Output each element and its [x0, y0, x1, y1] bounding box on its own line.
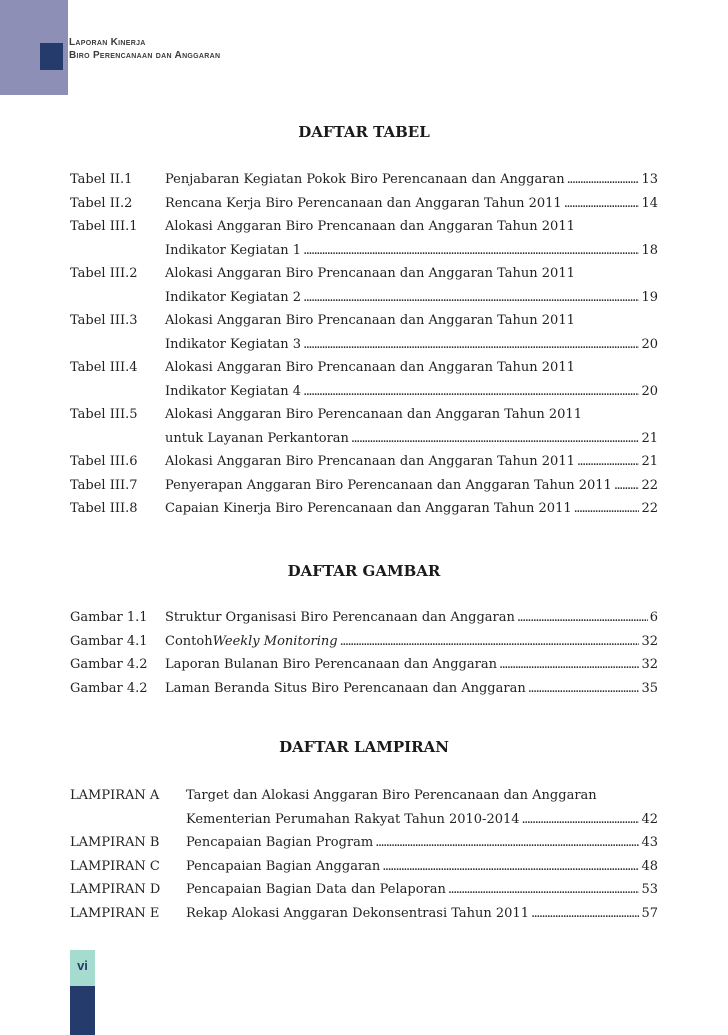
entry-page-number: 21 [641, 454, 658, 469]
entry-title: Target dan Alokasi Anggaran Biro Perencanaan dan Anggaran [186, 788, 597, 803]
header-line-2: Biro Perencanaan dan Anggaran [69, 50, 221, 61]
toc-entry[interactable] [70, 833, 658, 853]
entry-code: LAMPIRAN D [70, 882, 161, 897]
entry-title: Alokasi Anggaran Biro Prencanaan dan Anggaran Tahun 2011 [165, 454, 575, 469]
entry-title-line-2: Indikator Kegiatan 1 [165, 242, 302, 258]
entry-title: Contoh [165, 633, 213, 649]
entry-page-number: 20 [641, 336, 658, 352]
entry-title-line-2: Indikator Kegiatan 2 [165, 289, 302, 305]
entry-title: Capaian Kinerja Biro Perencanaan dan Anggaran Tahun 2011 [165, 501, 572, 516]
toc-entry-continuation[interactable] [70, 810, 658, 830]
toc-entry-continuation[interactable] [70, 429, 658, 449]
entry-code: Gambar 4.1 [70, 633, 148, 649]
entry-code: Tabel III.4 [70, 360, 138, 375]
entry-code: Gambar 4.2 [70, 657, 148, 672]
dot-leader [448, 880, 640, 900]
entry-page-number: 42 [641, 811, 658, 827]
entry-code: Tabel II.2 [70, 195, 133, 211]
entry-code: LAMPIRAN E [70, 905, 160, 921]
toc-entry[interactable] [70, 880, 658, 900]
entry-page-number: 48 [641, 858, 658, 874]
toc-entry[interactable] [70, 608, 658, 628]
entry-code: Tabel III.1 [70, 219, 138, 234]
toc-entry[interactable] [70, 904, 658, 924]
entry-title: Alokasi Anggaran Biro Perencanaan dan Anggaran Tahun 2011 [165, 407, 582, 422]
entry-title: Laman Beranda Situs Biro Perencanaan dan Anggaran [165, 680, 526, 696]
daftar-tabel-title: DAFTAR TABEL [298, 123, 430, 141]
entry-title: Penyerapan Anggaran Biro Perencanaan dan Anggaran Tahun 2011 [165, 477, 612, 493]
entry-page-number: 35 [641, 680, 658, 696]
entry-title: Rencana Kerja Biro Perencanaan dan Anggaran Tahun 2011 [165, 195, 562, 211]
entry-title: Alokasi Anggaran Biro Prencanaan dan Anggaran Tahun 2011 [165, 360, 575, 375]
toc-entry[interactable] [70, 194, 658, 214]
toc-entry[interactable] [70, 499, 658, 519]
dot-leader [614, 476, 640, 496]
entry-code: LAMPIRAN A [70, 788, 160, 803]
toc-entry[interactable] [70, 655, 658, 675]
entry-code: Gambar 1.1 [70, 610, 148, 625]
dot-leader [303, 288, 639, 308]
dot-leader [499, 655, 639, 675]
entry-code: Tabel III.2 [70, 266, 138, 281]
dot-leader [577, 452, 640, 472]
entry-code: Tabel III.6 [70, 454, 138, 469]
dot-leader [375, 833, 639, 853]
toc-entry[interactable] [70, 217, 658, 237]
entry-code: LAMPIRAN C [70, 858, 160, 874]
toc-entry[interactable] [70, 476, 658, 496]
entry-page-number: 21 [641, 430, 658, 446]
entry-title: Penjabaran Kegiatan Pokok Biro Perencanaan dan Anggaran [165, 172, 565, 187]
dot-leader [382, 857, 639, 877]
header-line-1: Laporan Kinerja [69, 37, 146, 48]
toc-entry[interactable] [70, 311, 658, 331]
toc-entry[interactable] [70, 452, 658, 472]
dot-leader [351, 429, 640, 449]
toc-entry[interactable] [70, 358, 658, 378]
toc-entry[interactable] [70, 632, 658, 652]
entry-code: Tabel II.1 [70, 172, 133, 187]
entry-page-number: 32 [641, 657, 658, 672]
toc-entry[interactable] [70, 170, 658, 190]
toc-entry-continuation[interactable] [70, 241, 658, 261]
entry-page-number: 19 [641, 289, 658, 305]
toc-entry[interactable] [70, 857, 658, 877]
entry-page-number: 13 [641, 172, 658, 187]
entry-page-number: 22 [641, 477, 658, 493]
dot-leader [522, 810, 640, 830]
entry-title-italic: Weekly Monitoring [212, 633, 338, 649]
page-number: vi [77, 958, 88, 973]
entry-title: Pencapaian Bagian Data dan Pelaporan [186, 882, 446, 897]
entry-page-number: 6 [649, 610, 658, 625]
entry-title: Pencapaian Bagian Program [186, 835, 374, 850]
toc-entry-continuation[interactable] [70, 382, 658, 402]
toc-entry-continuation[interactable] [70, 288, 658, 308]
dot-leader [531, 904, 639, 924]
entry-page-number: 53 [641, 882, 658, 897]
dot-leader [528, 679, 640, 699]
dot-leader [340, 632, 640, 652]
entry-title-line-2: Kementerian Perumahan Rakyat Tahun 2010-2014 [186, 811, 520, 827]
entry-code: Tabel III.7 [70, 477, 138, 493]
toc-entry-continuation[interactable] [70, 335, 658, 355]
dot-leader [564, 194, 640, 214]
daftar-lampiran-title: DAFTAR LAMPIRAN [279, 738, 449, 756]
dot-leader [303, 241, 639, 261]
entry-title: Alokasi Anggaran Biro Prencanaan dan Anggaran Tahun 2011 [165, 313, 575, 328]
entry-code: LAMPIRAN B [70, 835, 160, 850]
entry-title: Alokasi Anggaran Biro Prencanaan dan Anggaran Tahun 2011 [165, 266, 575, 281]
dot-leader [567, 170, 640, 190]
entry-title: Pencapaian Bagian Anggaran [186, 858, 381, 874]
running-header [69, 36, 220, 62]
entry-title: Rekap Alokasi Anggaran Dekonsentrasi Tahun 2011 [186, 905, 529, 921]
entry-page-number: 14 [641, 195, 658, 211]
entry-title: Laporan Bulanan Biro Perencanaan dan Anggaran [165, 657, 497, 672]
toc-entry[interactable] [70, 679, 658, 699]
toc-entry[interactable] [70, 264, 658, 284]
entry-page-number: 32 [641, 633, 658, 649]
dot-leader [303, 335, 639, 355]
entry-page-number: 18 [641, 242, 658, 258]
entry-title: Struktur Organisasi Biro Perencanaan dan Anggaran [165, 610, 515, 625]
dot-leader [574, 499, 640, 519]
entry-title-line-2: untuk Layanan Perkantoran [165, 430, 349, 446]
entry-page-number: 43 [641, 835, 658, 850]
header-accent-block [40, 43, 63, 70]
entry-page-number: 20 [641, 383, 658, 399]
entry-code: Tabel III.5 [70, 407, 138, 422]
entry-title-line-2: Indikator Kegiatan 4 [165, 383, 302, 399]
entry-code: Tabel III.3 [70, 313, 138, 328]
toc-entry[interactable] [70, 405, 658, 425]
entry-page-number: 57 [641, 905, 658, 921]
entry-code: Tabel III.8 [70, 501, 138, 516]
daftar-gambar-title: DAFTAR GAMBAR [287, 562, 441, 580]
entry-code: Gambar 4.2 [70, 680, 148, 696]
entry-page-number: 22 [641, 501, 658, 516]
entry-title-line-2: Indikator Kegiatan 3 [165, 336, 302, 352]
entry-title: Alokasi Anggaran Biro Prencanaan dan Anggaran Tahun 2011 [165, 219, 575, 234]
dot-leader [517, 608, 648, 628]
toc-entry[interactable] [70, 786, 658, 806]
dot-leader [303, 382, 639, 402]
